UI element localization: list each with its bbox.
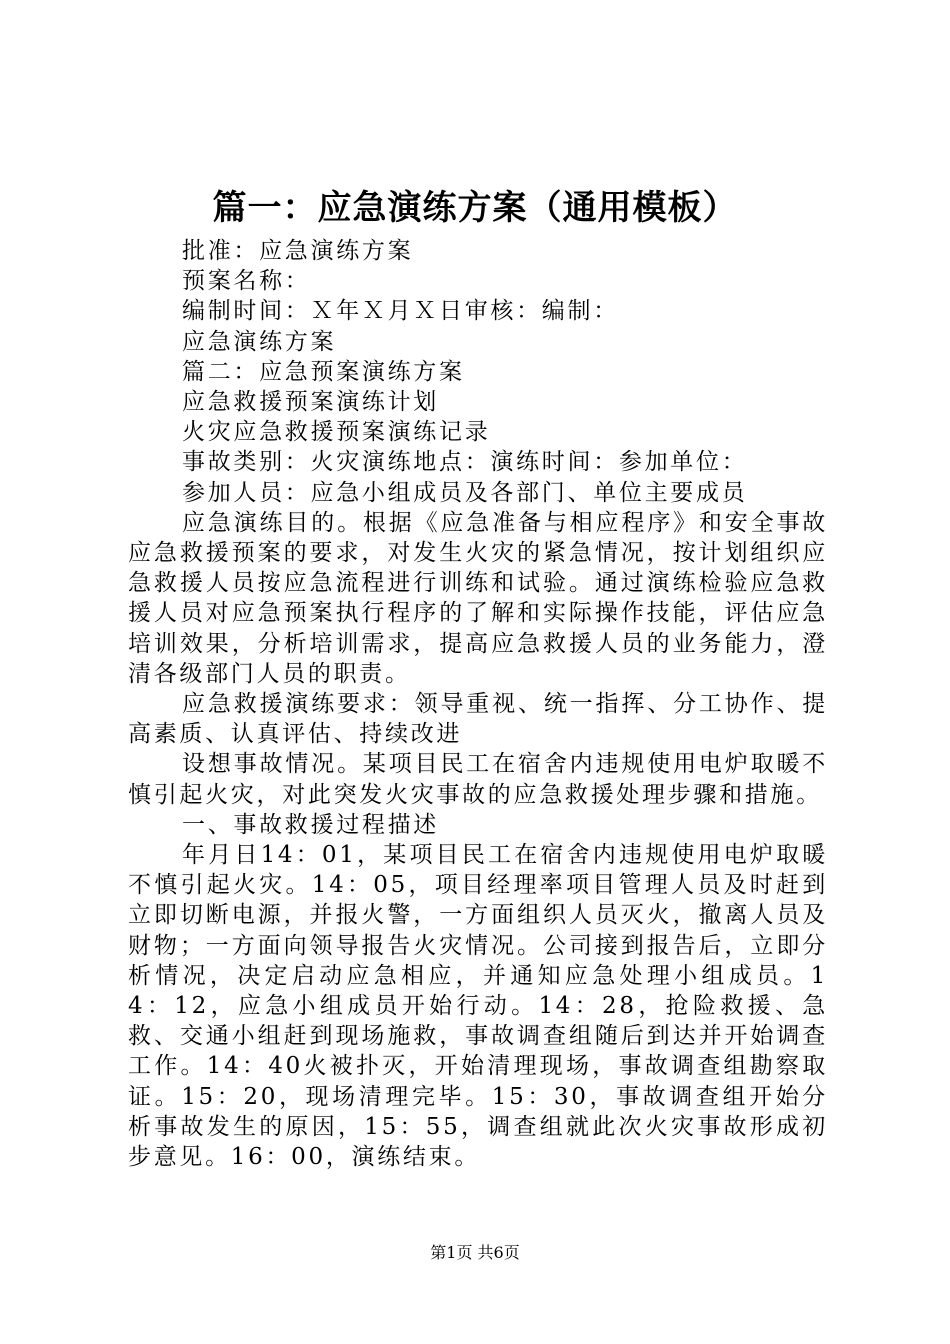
- section-two-heading: 篇二：应急预案演练方案: [182, 358, 465, 385]
- compile-time-line: 编制时间：Ｘ年Ｘ月Ｘ日审核：编制：: [182, 298, 619, 325]
- drill-purpose-paragraph: 应急演练目的。根据《应急准备与相应程序》和安全事故应急救援预案的要求，对发生火灾的紧急情况，按计划组织应急救援人员按应急流程进行训练和试验。通过演练检验应急救援人员对应急预案执行程序的了解和实际操作技能，评估应急培训效果，分析培训需求，提高应急救援人员的业务能力，澄清各级部门人员的职责。: [128, 509, 828, 687]
- document-body: [128, 236, 828, 1172]
- scenario-paragraph: 设想事故情况。某项目民工在宿舍内违规使用电炉取暖不慎引起火灾，对此突发火灾事故的应急救援处理步骤和措施。: [128, 751, 828, 808]
- participants-line: 参加人员：应急小组成员及各部门、单位主要成员: [182, 479, 748, 506]
- section-heading-rescue-process: 一、事故救援过程描述: [182, 811, 439, 838]
- approval-line: 批准：应急演练方案: [182, 238, 414, 264]
- drill-requirements-paragraph: 应急救援演练要求：领导重视、统一指挥、分工协作、提高素质、认真评估、持续改进: [128, 691, 828, 748]
- subheading-line: 应急演练方案: [182, 328, 337, 355]
- document-title: 篇一：应急演练方案（通用模板）: [212, 188, 738, 228]
- plan-name-line: 预案名称：: [182, 268, 311, 295]
- fire-record-heading: 火灾应急救援预案演练记录: [182, 419, 491, 446]
- accident-category-line: 事故类别：火灾演练地点：演练时间：参加单位：: [182, 449, 748, 476]
- page-footer: 第1页 共6页: [430, 1243, 520, 1262]
- drill-plan-heading: 应急救援预案演练计划: [182, 389, 439, 416]
- rescue-process-paragraph: 年月日14：01，某项目民工在宿舍内违规使用电炉取暖不慎引起火灾。14：05，项目经理率项目管理人员及时赶到立即切断电源，并报火警，一方面组织人员灭火，撤离人员及财物；一方面向领导报告火灾情况。公司接到报告后，立即分析情况，决定启动应急相应，并通知应急处理小组成员。14：12，应急小组成员开始行动。14：28，抢险救援、急救、交通小组赶到现场施救，事故调查组随后到达并开始调查工作。14：40火被扑灭，开始清理现场，事故调查组勘察取证。15：20，现场清理完毕。15：30，事故调查组开始分析事故发生的原因，15：55，调查组就此次火灾事故形成初步意见。16：00，演练结束。: [128, 842, 828, 1171]
